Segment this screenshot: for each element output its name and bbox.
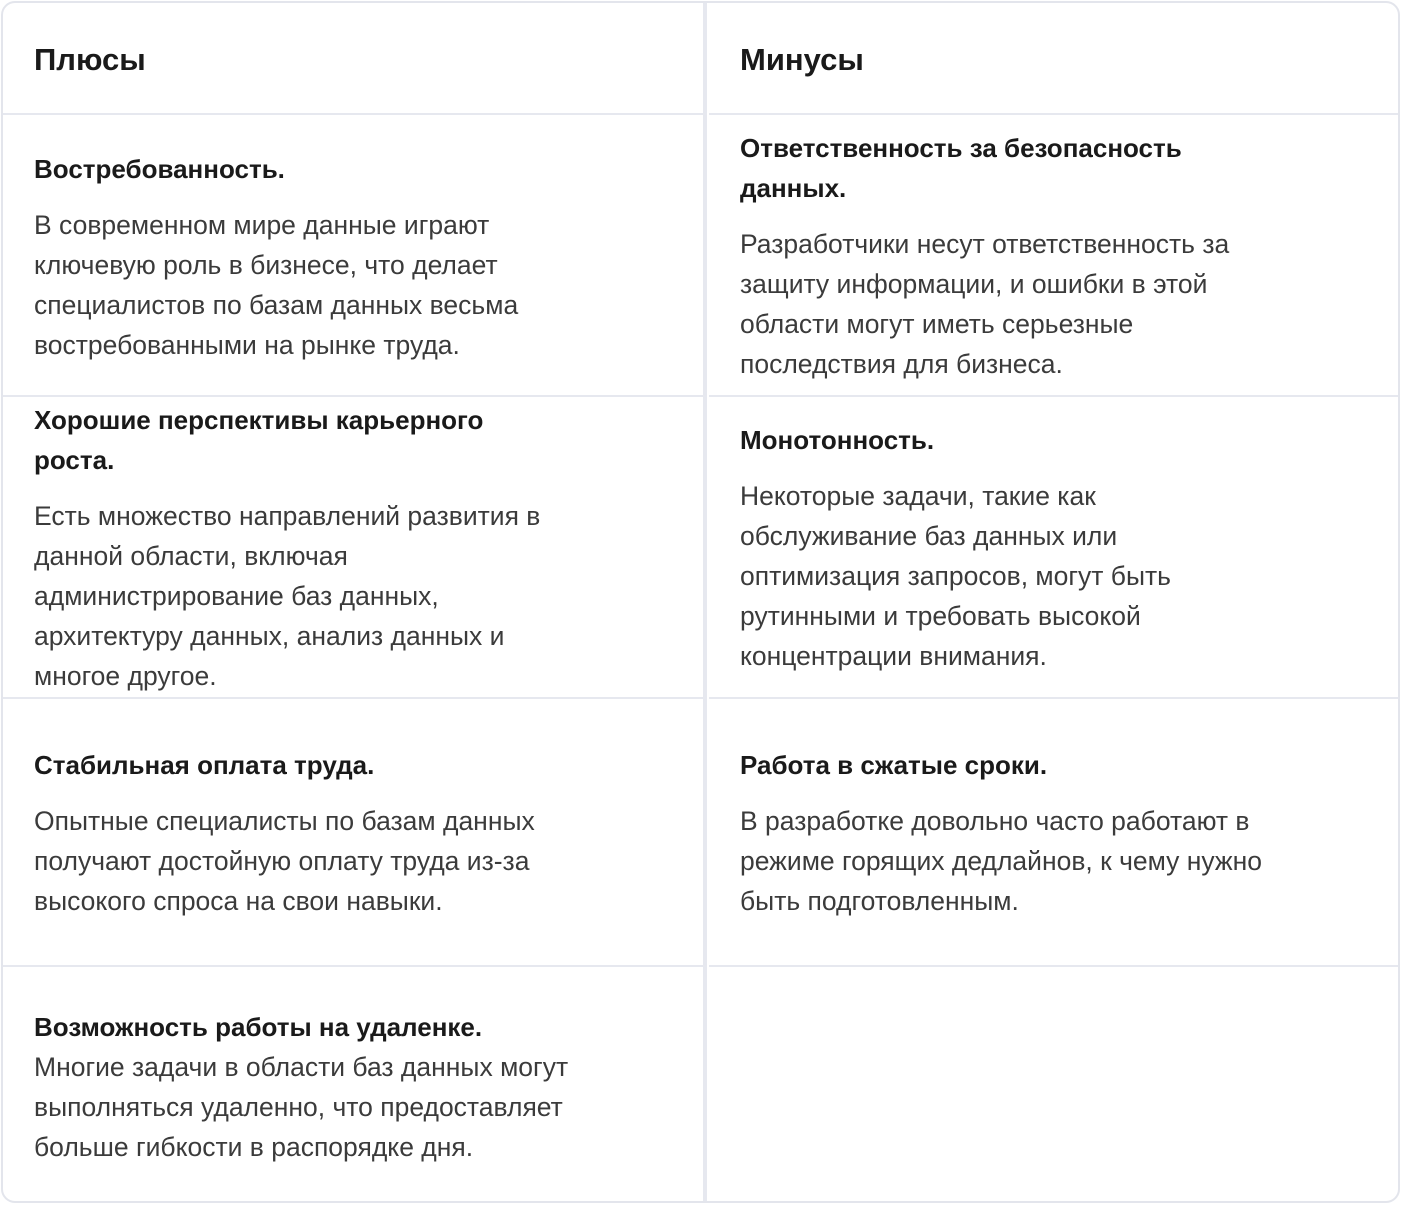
row-divider — [709, 965, 1400, 967]
cons-item-text: Некоторые задачи, такие как обслуживание баз данных или оптимизация запросов, могут быть рутинными и требовать высокой концентрации внимания. — [740, 481, 1171, 671]
pros-item-text: Есть множество направлений развития в данной области, включая администрирование баз данных, архитектуру данных, анализ данных и многое другое. — [34, 501, 541, 691]
pros-item-text: В современном мире данные играют ключевую роль в бизнесе, что делает специалистов по базам данных весьма востребованными на рынке труда. — [34, 210, 519, 360]
row-divider — [3, 113, 703, 115]
cons-item-text: Разработчики несут ответственность за защиту информации, и ошибки в этой области могут иметь серьезные последствия для бизнеса. — [740, 229, 1230, 379]
pros-item-title: Востребованность. — [34, 154, 285, 184]
pros-item-text: Опытные специалисты по базам данных получают достойную оплату труда из-за высокого спроса на свои навыки. — [34, 806, 535, 916]
pros-item-title: Возможность работы на удаленке. — [34, 1012, 483, 1042]
cons-item-text: В разработке довольно часто работают в режиме горящих дедлайнов, к чему нужно быть подготовленным. — [740, 806, 1263, 916]
pros-item — [34, 400, 540, 696]
row-divider — [709, 113, 1400, 115]
cons-item — [740, 128, 1229, 384]
pros-item-text: Многие задачи в области баз данных могут выполняться удаленно, что предоставляет больше гибкости в распорядке дня. — [34, 1052, 569, 1162]
pros-item — [34, 1007, 568, 1167]
pros-cons-table — [1, 1, 1400, 1203]
cons-item-title: Монотонность. — [740, 425, 935, 455]
cons-header: Минусы — [740, 42, 864, 77]
cons-item-title: Работа в сжатые сроки. — [740, 750, 1048, 780]
row-divider — [3, 697, 703, 699]
pros-header: Плюсы — [34, 42, 146, 77]
column-divider — [703, 3, 707, 1201]
pros-item — [34, 745, 535, 921]
pros-item-title: Хорошие перспективы карьерного роста. — [34, 405, 484, 475]
pros-item — [34, 149, 518, 365]
row-divider — [3, 965, 703, 967]
row-divider — [3, 395, 703, 397]
row-divider — [709, 697, 1400, 699]
cons-item — [740, 420, 1171, 676]
cons-item — [740, 745, 1262, 921]
pros-item-title: Стабильная оплата труда. — [34, 750, 375, 780]
row-divider — [709, 395, 1400, 397]
cons-item-title: Ответственность за безопасность данных. — [740, 133, 1182, 203]
